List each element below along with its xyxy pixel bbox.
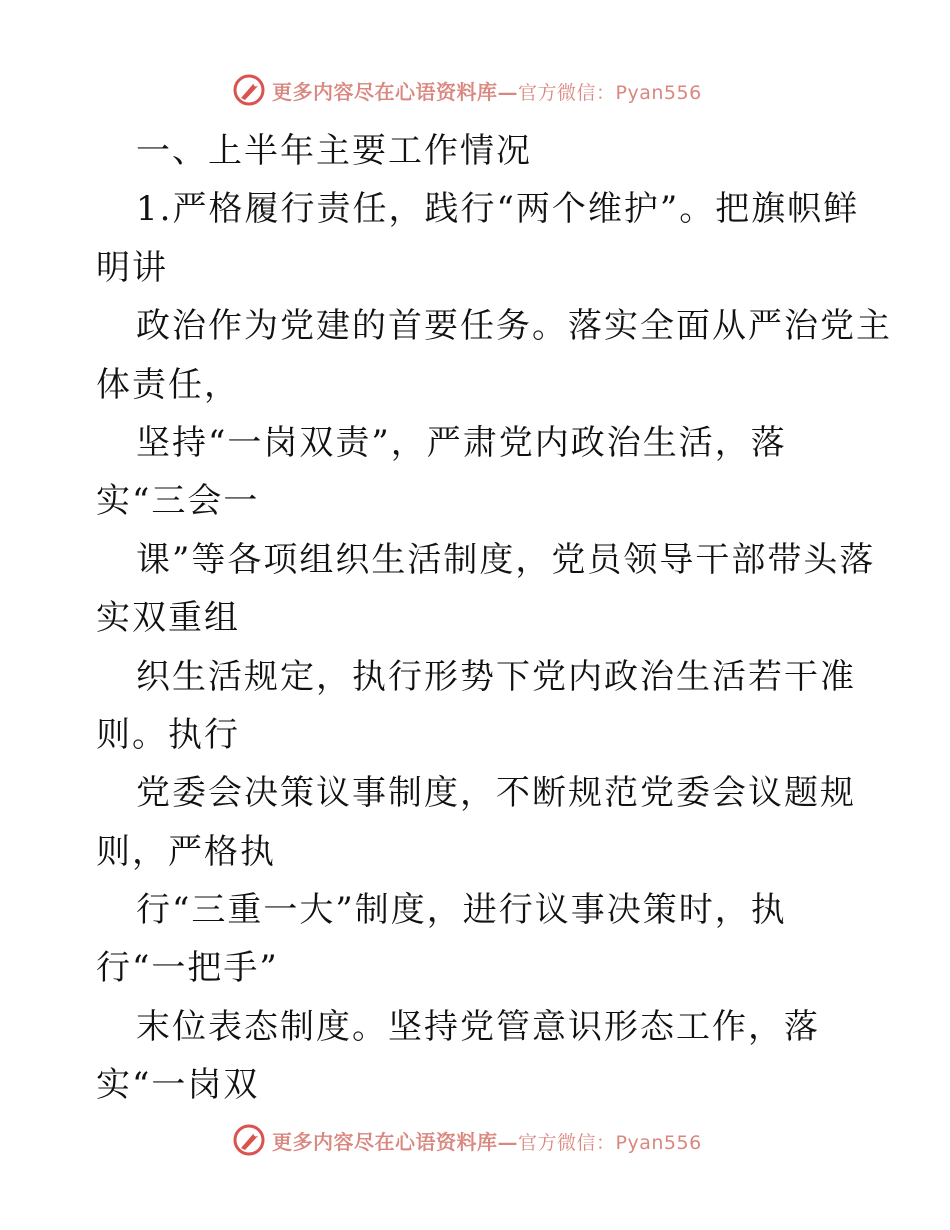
text-line: 则。执行 [96, 714, 240, 755]
text-line: 则，严格执 [96, 831, 276, 872]
document-body [96, 122, 892, 1115]
text-line: 行“一把手” [96, 948, 279, 989]
text-line: 1.严格履行责任，践行“两个维护”。把旗帜鲜 [136, 189, 860, 230]
pen-logo-icon [232, 1123, 266, 1157]
text-line: 坚持“一岗双责”，严肃党内政治生活，落 [136, 422, 787, 463]
text-line: 体责任， [96, 364, 240, 405]
footer-banner [232, 1120, 752, 1160]
header-banner [232, 70, 752, 110]
text-line: 党委会决策议事制度，不断规范党委会议题规 [136, 773, 856, 814]
text-line: 行“三重一大”制度，进行议事决策时，执 [136, 890, 787, 931]
text-line: 政治作为党建的首要任务。落实全面从严治党主 [136, 306, 892, 347]
banner-title: 更多内容尽在心语资料库 [272, 1129, 498, 1154]
banner-separator: — [497, 1129, 518, 1154]
section-heading: 一、上半年主要工作情况 [136, 131, 532, 171]
text-line: 明讲 [96, 247, 168, 288]
text-line: 实“一岗双 [96, 1065, 260, 1106]
banner-contact: 官方微信：Pyan556 [518, 1131, 702, 1154]
banner-title: 更多内容尽在心语资料库 [272, 79, 498, 104]
text-line: 实“三会一 [96, 481, 260, 522]
text-line: 末位表态制度。坚持党管意识形态工作，落 [136, 1006, 820, 1047]
banner-contact: 官方微信：Pyan556 [518, 81, 702, 104]
banner-separator: — [497, 79, 518, 104]
text-line: 织生活规定，执行形势下党内政治生活若干准 [136, 656, 856, 697]
pen-logo-icon [232, 73, 266, 107]
text-line: 实双重组 [96, 598, 240, 639]
text-line: 课”等各项组织生活制度，党员领导干部带头落 [136, 539, 876, 580]
